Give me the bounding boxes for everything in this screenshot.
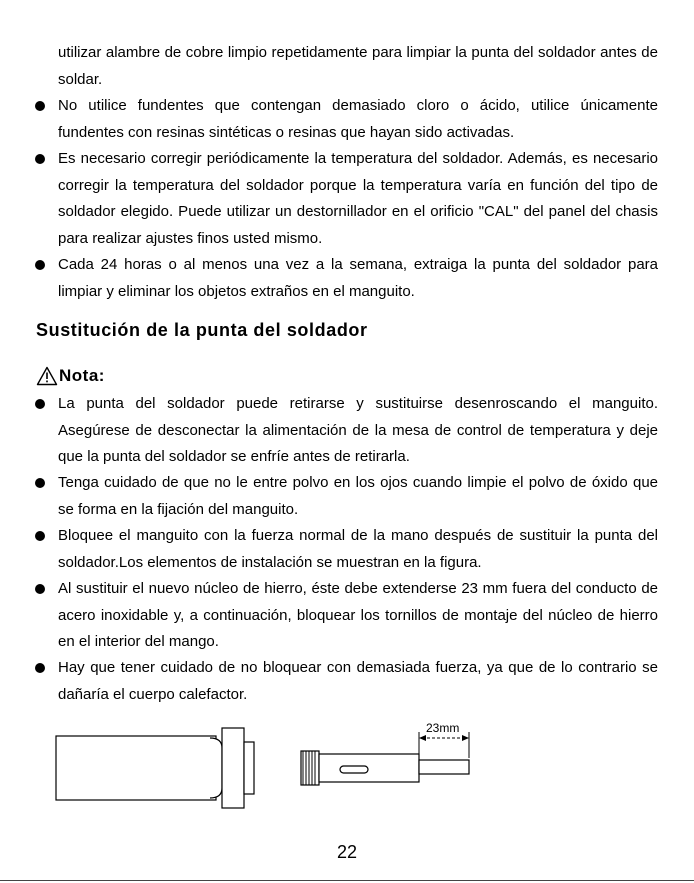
- dimension-arrow-left: [419, 735, 426, 741]
- list-item: [58, 470, 658, 523]
- list-item-text: Bloquee el manguito con la fuerza normal de la mano después de sustituir la punta del soldador.Los elementos de instalación se muestran en la figura.: [58, 527, 658, 571]
- list-item: [58, 146, 658, 252]
- page-number: 22: [336, 842, 358, 862]
- iron-collar: [222, 728, 244, 808]
- bullet-dot-icon: [35, 101, 45, 111]
- bullet-dot-icon: [35, 399, 45, 409]
- intro-paragraph: utilizar alambre de cobre limpio repetidamente para limpiar la punta del soldador antes de soldar.: [58, 44, 658, 88]
- list-item: [58, 576, 658, 656]
- list-item: [58, 655, 658, 708]
- warning-triangle-icon: [36, 366, 58, 386]
- list-item-text: Al sustituir el nuevo núcleo de hierro, éste debe extenderse 23 mm fuera del conducto de acero inoxidable y, a continuación, bloquear los tornillos de montaje del núcleo de hierro en el interior del mango.: [58, 580, 658, 650]
- dimension-arrow-right: [462, 735, 469, 741]
- iron-handle: [56, 736, 216, 800]
- list-item-text: Es necesario corregir periódicamente la temperatura del soldador. Además, es necesario corregir la temperatura del soldador porque la temperatura varía en función del tipo de soldador elegido. Puede utilizar un destornillador en el orificio "CAL" del panel del chasis para realizar ajustes finos usted mismo.: [58, 150, 658, 247]
- list-item-text: Tenga cuidado de que no le entre polvo en los ojos cuando limpie el polvo de óxido que se forma en la fijación del manguito.: [58, 474, 658, 518]
- bullet-dot-icon: [35, 663, 45, 673]
- note-heading: [36, 366, 105, 386]
- bullet-dot-icon: [35, 260, 45, 270]
- list-item: [58, 391, 658, 471]
- note-label: Nota:: [59, 366, 105, 385]
- bullet-dot-icon: [35, 478, 45, 488]
- section-heading: Sustitución de la punta del soldador: [36, 320, 368, 340]
- bullet-dot-icon: [35, 584, 45, 594]
- iron-sleeve: [319, 754, 419, 782]
- list-item-text: La punta del soldador puede retirarse y sustituirse desenroscando el manguito. Asegúrese de desconectar la alimentación de la mesa de control de temperatura y deje que la punta del soldador se enfríe antes de retirarla.: [58, 395, 658, 465]
- bullet-dot-icon: [35, 154, 45, 164]
- list-item: [58, 523, 658, 576]
- list-item-text: Cada 24 horas o al menos una vez a la semana, extraiga la punta del soldador para limpiar y eliminar los objetos extraños en el manguito.: [58, 256, 658, 300]
- iron-slot: [340, 766, 368, 773]
- list-item-text: Hay que tener cuidado de no bloquear con demasiada fuerza, ya que de lo contrario se dañaría el cuerpo calefactor.: [58, 659, 658, 703]
- list-item-text: No utilice fundentes que contengan demasiado cloro o ácido, utilice únicamente fundentes con resinas sintéticas o resinas que hayan sido activadas.: [58, 97, 658, 141]
- iron-grip: [210, 738, 222, 798]
- iron-knurled-nut: [301, 751, 319, 785]
- soldering-iron-diagram: [50, 718, 480, 823]
- iron-tip: [419, 760, 469, 774]
- list-item: [58, 93, 658, 146]
- list-item: [58, 252, 658, 305]
- bottom-divider: [0, 880, 694, 881]
- bullet-dot-icon: [35, 531, 45, 541]
- dimension-label: 23mm: [426, 721, 460, 735]
